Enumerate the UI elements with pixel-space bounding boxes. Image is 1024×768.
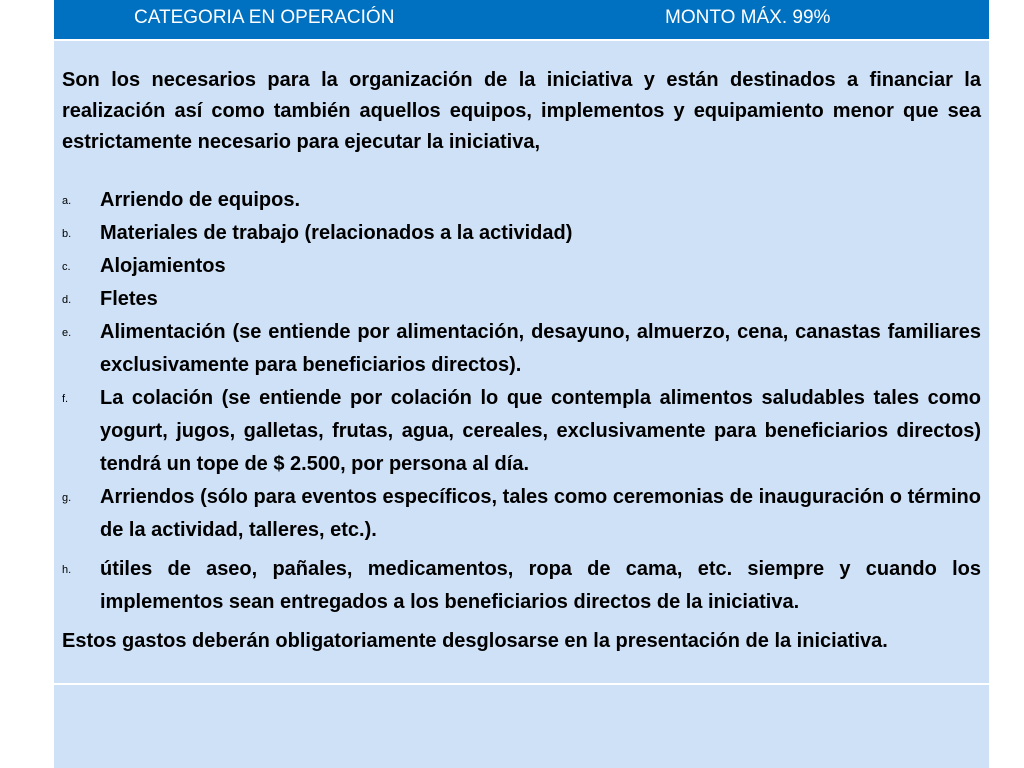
expense-category-table <box>53 0 990 768</box>
intro-paragraph: Son los necesarios para la organización de la iniciativa y están destinados a financiar la realización así como también aquellos equipos, implementos y equipamiento menor que sea estrictamente necesario para ejecutar la iniciativa, <box>62 69 981 153</box>
list-item <box>62 184 981 217</box>
list-item <box>62 481 981 547</box>
list-item-text: Arriendos (sólo para eventos específicos, tales como ceremonias de inauguración o término de la actividad, talleres, etc.). <box>100 486 981 541</box>
amount-header: MONTO MÁX. 99% <box>665 7 831 28</box>
list-item <box>62 316 981 382</box>
list-item <box>62 382 981 481</box>
list-item-text: útiles de aseo, pañales, medicamentos, ropa de cama, etc. siempre y cuando los implementos sean entregados a los beneficiarios directos de la iniciativa. <box>100 558 981 613</box>
list-item-text: Fletes <box>100 288 158 310</box>
list-item-text: Alojamientos <box>100 255 226 277</box>
list-item <box>62 250 981 283</box>
category-header: CATEGORIA EN OPERACIÓN <box>134 7 395 28</box>
list-marker: h. <box>62 564 72 576</box>
list-marker: c. <box>62 261 71 273</box>
list-item <box>62 553 981 619</box>
table-header-row <box>54 0 989 41</box>
list-item-text: Alimentación (se entiende por alimentación, desayuno, almuerzo, cena, canastas familiares exclusivamente para beneficiarios directos). <box>100 321 981 376</box>
list-item <box>62 283 981 316</box>
list-marker: e. <box>62 327 72 339</box>
list-marker: f. <box>62 393 69 405</box>
closing-paragraph: Estos gastos deberán obligatoriamente desglosarse en la presentación de la iniciativa. <box>62 630 888 652</box>
table-body-cell <box>54 41 989 685</box>
list-marker: d. <box>62 294 72 306</box>
list-item-text: Arriendo de equipos. <box>100 189 301 211</box>
expense-items-list <box>62 184 981 619</box>
list-marker: g. <box>62 492 72 504</box>
list-marker: a. <box>62 195 72 207</box>
list-item-text: Materiales de trabajo (relacionados a la actividad) <box>100 222 573 244</box>
table-empty-row <box>54 685 989 768</box>
list-item-text: La colación (se entiende por colación lo que contempla alimentos saludables tales como yogurt, jugos, galletas, frutas, agua, cereales, exclusivamente para beneficiarios directos) tendrá un tope de $ 2.500, por persona al día. <box>100 387 981 475</box>
list-item <box>62 217 981 250</box>
list-marker: b. <box>62 228 72 240</box>
